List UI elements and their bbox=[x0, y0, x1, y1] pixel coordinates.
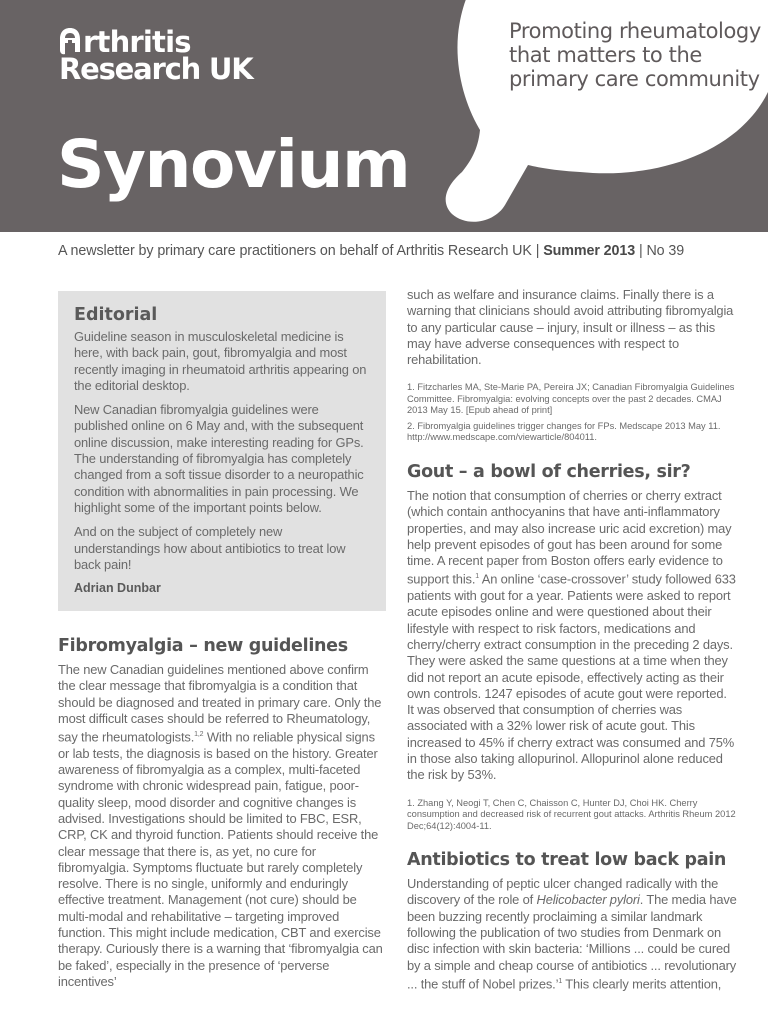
right-column bbox=[407, 287, 737, 1001]
citation-superscript: 1 bbox=[558, 977, 563, 985]
citation-superscript: 1 bbox=[475, 573, 480, 581]
gout-body bbox=[407, 488, 737, 784]
editorial-box bbox=[58, 291, 386, 611]
species-name: Helicobacter pylori bbox=[536, 892, 640, 908]
tagline: Promoting rheumatology that matters to the primary care community bbox=[509, 19, 761, 91]
logo-line1: rthritis bbox=[83, 25, 191, 60]
fibromyalgia-body bbox=[58, 662, 388, 990]
fibromyalgia-continued: such as welfare and insurance claims. Finally there is a warning that clinicians should avoid attributing fibromyalgia to any particular cause – injury, insult or illness – as this may have adverse consequences with respect to rehabilitation. bbox=[407, 287, 734, 368]
body-text: An online ‘case-crossover’ study followed 633 patients with gout for a year. Patients were asked to report acute episodes online and were questioned about their lifestyle with respect to risk factors, medications and cherry/cherry extract consumption in the preceding 2 days. They were asked the same questions at a time when they did not report an acute episode, effectively acting as their own controls. 1247 episodes of acute gout were reported. It was observed that consumption of cherries was associated with a 32% lower risk of acute gout. This increased to 45% if cherry extract was consumed and 75% in those also taking allopurinol. Allopurinol alone reduced the risk by 53%. bbox=[407, 571, 736, 783]
newsletter-title: Synovium bbox=[57, 126, 410, 203]
editorial-paragraph: And on the subject of completely new understandings how about antibiotics to treat low back pain! bbox=[74, 524, 346, 572]
editorial-paragraph: New Canadian fibromyalgia guidelines were published online on 6 May and, with the subsequent online discussion, make interesting reading for GPs. The understanding of fibromyalgia has completely changed from a soft tissue disorder to a neuropathic condition with abnormalities in pain processing. We highlight some of the important points below. bbox=[74, 402, 364, 515]
editorial-author: Adrian Dunbar bbox=[74, 581, 161, 596]
gout-heading: Gout – a bowl of cherries, sir? bbox=[407, 461, 691, 482]
reference: 2. Fibromyalgia guidelines trigger changes for FPs. Medscape 2013 May 11. http://www.medscape.com/viewarticle/804011. bbox=[407, 420, 721, 443]
body-text: The new Canadian guidelines mentioned above confirm the clear message that fibromyalgia is a condition that should be diagnosed and treated in primary care. Only the most difficult cases should be referred to Rheumatology, say the rheumatologists. bbox=[58, 662, 382, 745]
body-text: . The media have been buzzing recently proclaiming a similar landmark following the publication of two studies from Denmark on disc infection with skin bacteria: ‘Millions ... could be cured by a simple and cheap course of antibiotics ... revolutionary ... the stuff of Nobel prizes.’ bbox=[407, 892, 737, 992]
body-text: The notion that consumption of cherries or cherry extract (which contain anthocyanins that have anti-inflammatory properties, and may also increase uric acid excretion) may help prevent episodes of gout has been around for some time. A recent paper from Boston offers early evidence to support this. bbox=[407, 487, 732, 587]
issue-season: Summer 2013 bbox=[543, 243, 636, 259]
arthritis-research-a-icon bbox=[58, 26, 82, 56]
logo-line2: Research UK bbox=[59, 52, 253, 86]
antibiotics-heading: Antibiotics to treat low back pain bbox=[407, 850, 727, 871]
arthritis-research-uk-logo bbox=[58, 25, 253, 86]
editorial-title: Editorial bbox=[74, 305, 158, 325]
fibromyalgia-heading: Fibromyalgia – new guidelines bbox=[58, 636, 348, 656]
masthead-banner bbox=[0, 0, 768, 232]
body-text: This clearly merits attention, bbox=[562, 976, 722, 992]
editorial-paragraph: Guideline season in musculoskeletal medicine is here, with back pain, gout, fibromyalgia and most recently imaging in rheumatoid arthritis appearing on the editorial desktop. bbox=[74, 329, 367, 393]
left-column bbox=[58, 636, 388, 998]
reference: 1. Zhang Y, Neogi T, Chen C, Chaisson C, Hunter DJ, Choi HK. Cherry consumption and decreased risk of recurrent gout attacks. Arthritis Rheum 2012 Dec;64(12):4004-11. bbox=[407, 797, 736, 831]
antibiotics-body bbox=[407, 876, 737, 992]
citation-superscript: 1,2 bbox=[194, 731, 204, 739]
body-text: With no reliable physical signs or lab tests, the diagnosis is based on the history. Greater awareness of fibromyalgia as a complex, multi-faceted syndrome with chronic widespread pain, fatigue, poor-quality sleep, mood disorder and cognitive changes is advised. Investigations should be limited to FBC, ESR, CRP, CK and thyroid function. Patients should receive the clear message that there is, as yet, no cure for fibromyalgia. Symptoms fluctuate but rarely completely resolve. There is no single, uniformly and enduringly effective treatment. Management (not cure) should be multi-modal and rehabilitative – targeting improved function. This might include medication, CBT and exercise therapy. Curiously there is a warning that ‘fibromyalgia can be faked’, especially in the presence of ‘perverse incentives’ bbox=[58, 729, 383, 989]
issue-subline bbox=[58, 243, 684, 259]
body-text: Understanding of peptic ulcer changed radically with the discovery of the role of bbox=[407, 876, 719, 908]
issue-number: | No 39 bbox=[635, 243, 685, 259]
subline-prefix: A newsletter by primary care practitioners on behalf of Arthritis Research UK | bbox=[58, 243, 544, 259]
reference: 1. Fitzcharles MA, Ste-Marie PA, Pereira JX; Canadian Fibromyalgia Guidelines Committee. Fibromyalgia: evolving concepts over the past 2 decades. CMAJ 2013 May 15. [Epub ahead of print] bbox=[407, 382, 735, 416]
